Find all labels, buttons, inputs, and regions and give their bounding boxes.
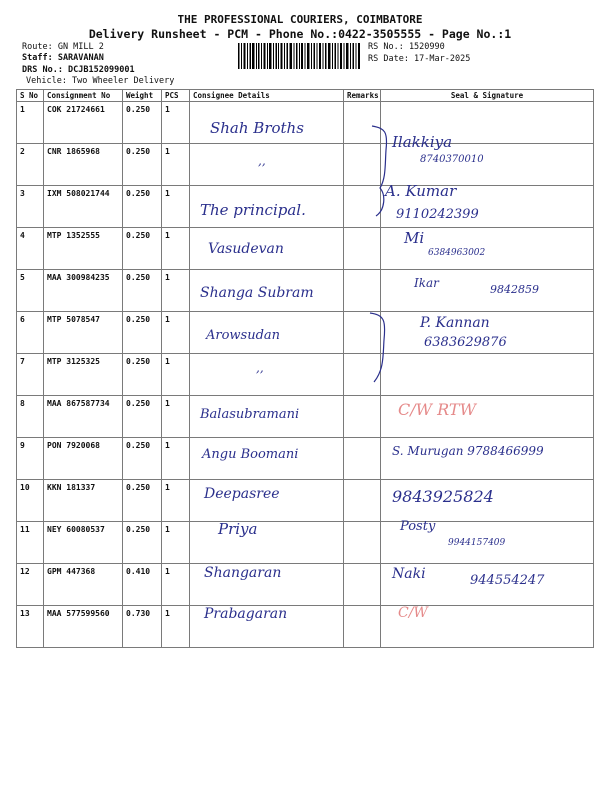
cell-consignee bbox=[190, 564, 344, 606]
cell-pcs: 1 bbox=[162, 186, 190, 228]
cell-sno: 8 bbox=[17, 396, 44, 438]
cell-remarks bbox=[344, 564, 381, 606]
hw-signature: A. Kumar bbox=[385, 182, 457, 200]
hw-consignee: ,, bbox=[258, 154, 266, 168]
cell-consignment: MTP 1352555 bbox=[44, 228, 123, 270]
rs-no-label: RS No.: 1520990 bbox=[368, 42, 445, 52]
cell-weight: 0.250 bbox=[123, 438, 162, 480]
cell-weight: 0.730 bbox=[123, 606, 162, 648]
company-title: THE PROFESSIONAL COURIERS, COIMBATORE bbox=[177, 13, 423, 26]
drs-label bbox=[22, 65, 135, 75]
hw-consignee: Shangaran bbox=[204, 565, 282, 581]
col-consignee: Consignee Details bbox=[190, 90, 344, 102]
cell-remarks bbox=[344, 186, 381, 228]
cell-consignee bbox=[190, 228, 344, 270]
cell-signature bbox=[381, 354, 594, 396]
cell-sno: 2 bbox=[17, 144, 44, 186]
route-label: Route: GN MILL 2 bbox=[22, 42, 104, 52]
cell-pcs: 1 bbox=[162, 270, 190, 312]
cell-remarks bbox=[344, 396, 381, 438]
cell-pcs: 1 bbox=[162, 438, 190, 480]
vehicle-label: Vehicle: Two Wheeler Delivery bbox=[26, 76, 175, 86]
cell-weight: 0.250 bbox=[123, 480, 162, 522]
cell-sno: 11 bbox=[17, 522, 44, 564]
hw-consignee: Shanga Subram bbox=[200, 285, 314, 301]
cell-pcs: 1 bbox=[162, 354, 190, 396]
cell-consignee bbox=[190, 186, 344, 228]
cell-signature bbox=[381, 144, 594, 186]
cell-weight: 0.410 bbox=[123, 564, 162, 606]
table-row bbox=[17, 354, 594, 396]
cell-consignment: MTP 3125325 bbox=[44, 354, 123, 396]
cell-remarks bbox=[344, 270, 381, 312]
cell-weight: 0.250 bbox=[123, 354, 162, 396]
cell-weight: 0.250 bbox=[123, 102, 162, 144]
cell-pcs: 1 bbox=[162, 144, 190, 186]
hw-remark-red: C/W bbox=[398, 605, 428, 621]
hw-consignee: Vasudevan bbox=[208, 241, 284, 257]
table-row bbox=[17, 228, 594, 270]
cell-consignee bbox=[190, 312, 344, 354]
hw-consignee: Arowsudan bbox=[206, 328, 281, 343]
hw-consignee: Deepasree bbox=[204, 486, 280, 502]
cell-remarks bbox=[344, 312, 381, 354]
table-row bbox=[17, 564, 594, 606]
cell-signature bbox=[381, 480, 594, 522]
cell-consignment: MAA 577599560 bbox=[44, 606, 123, 648]
cell-signature bbox=[381, 396, 594, 438]
cell-signature bbox=[381, 228, 594, 270]
cell-weight: 0.250 bbox=[123, 144, 162, 186]
cell-consignment: MTP 5078547 bbox=[44, 312, 123, 354]
cell-remarks bbox=[344, 228, 381, 270]
cell-consignee bbox=[190, 522, 344, 564]
hw-consignee: Angu Boomani bbox=[202, 447, 299, 462]
hw-consignee: The principal. bbox=[200, 201, 306, 219]
cell-consignee bbox=[190, 102, 344, 144]
cell-consignment: MAA 300984235 bbox=[44, 270, 123, 312]
cell-consignment: COK 21724661 bbox=[44, 102, 123, 144]
cell-signature bbox=[381, 102, 594, 144]
cell-sno: 12 bbox=[17, 564, 44, 606]
cell-pcs: 1 bbox=[162, 480, 190, 522]
hw-remark-red: C/W RTW bbox=[398, 400, 477, 419]
cell-consignee bbox=[190, 396, 344, 438]
table-row bbox=[17, 144, 594, 186]
cell-sno: 10 bbox=[17, 480, 44, 522]
cell-pcs: 1 bbox=[162, 396, 190, 438]
cell-sno: 6 bbox=[17, 312, 44, 354]
hw-consignee: ,, bbox=[256, 361, 264, 375]
rs-date-label: RS Date: 17-Mar-2025 bbox=[368, 54, 471, 64]
cell-weight: 0.250 bbox=[123, 186, 162, 228]
cell-signature bbox=[381, 564, 594, 606]
cell-weight: 0.250 bbox=[123, 270, 162, 312]
col-signature: Seal & Signature bbox=[381, 90, 594, 102]
hw-signature: P. Kannan bbox=[420, 315, 490, 331]
hw-consignee: Prabagaran bbox=[204, 606, 288, 622]
cell-pcs: 1 bbox=[162, 606, 190, 648]
cell-pcs: 1 bbox=[162, 228, 190, 270]
staff-value: Staff: SARAVANAN bbox=[22, 53, 104, 63]
cell-consignee bbox=[190, 438, 344, 480]
table-header-row bbox=[17, 90, 594, 102]
hw-signature: 9842859 bbox=[490, 283, 539, 296]
cell-pcs: 1 bbox=[162, 102, 190, 144]
table-row bbox=[17, 186, 594, 228]
hw-signature: Posty bbox=[400, 519, 436, 534]
cell-weight: 0.250 bbox=[123, 312, 162, 354]
cell-remarks bbox=[344, 354, 381, 396]
hw-signature: Ikar bbox=[414, 276, 439, 290]
hw-signature: 944554247 bbox=[470, 573, 545, 588]
hw-signature: 8740370010 bbox=[420, 154, 484, 165]
cell-remarks bbox=[344, 438, 381, 480]
hw-signature: S. Murugan 9788466999 bbox=[392, 444, 544, 458]
hw-signature: 6383629876 bbox=[424, 335, 507, 350]
cell-consignee bbox=[190, 354, 344, 396]
cell-consignment: NEY 60080537 bbox=[44, 522, 123, 564]
runsheet-subtitle: Delivery Runsheet - PCM - Phone No.:0422-3505555 - Page No.:1 bbox=[88, 27, 512, 41]
cell-consignee bbox=[190, 606, 344, 648]
hw-signature: Ilakkiya bbox=[392, 133, 453, 151]
cell-consignment: MAA 867587734 bbox=[44, 396, 123, 438]
table-row bbox=[17, 396, 594, 438]
hw-consignee: Balasubramani bbox=[200, 407, 300, 422]
cell-remarks bbox=[344, 522, 381, 564]
hw-signature: 9843925824 bbox=[392, 487, 494, 506]
cell-remarks bbox=[344, 102, 381, 144]
hw-signature: Naki bbox=[392, 566, 426, 582]
cell-remarks bbox=[344, 144, 381, 186]
hw-signature: 9944157409 bbox=[448, 538, 506, 548]
hw-signature: 9110242399 bbox=[396, 207, 479, 222]
cell-consignment: KKN 181337 bbox=[44, 480, 123, 522]
drs-value: DRS No.: DCJB152099001 bbox=[22, 65, 135, 75]
col-remarks: Remarks bbox=[344, 90, 381, 102]
cell-weight: 0.250 bbox=[123, 228, 162, 270]
cell-signature bbox=[381, 522, 594, 564]
cell-sno: 3 bbox=[17, 186, 44, 228]
cell-pcs: 1 bbox=[162, 522, 190, 564]
cell-signature bbox=[381, 606, 594, 648]
cell-consignee bbox=[190, 480, 344, 522]
hw-signature: 6384963002 bbox=[428, 248, 486, 258]
cell-signature bbox=[381, 312, 594, 354]
cell-pcs: 1 bbox=[162, 312, 190, 354]
cell-consignment: PON 7920068 bbox=[44, 438, 123, 480]
cell-sno: 13 bbox=[17, 606, 44, 648]
cell-sno: 4 bbox=[17, 228, 44, 270]
cell-sno: 5 bbox=[17, 270, 44, 312]
table-row bbox=[17, 522, 594, 564]
col-consignment: Consignment No bbox=[44, 90, 123, 102]
cell-remarks bbox=[344, 606, 381, 648]
col-sno: S No bbox=[17, 90, 44, 102]
cell-sno: 7 bbox=[17, 354, 44, 396]
table-row bbox=[17, 480, 594, 522]
table-row bbox=[17, 270, 594, 312]
cell-weight: 0.250 bbox=[123, 396, 162, 438]
cell-consignee bbox=[190, 270, 344, 312]
barcode-icon bbox=[238, 43, 360, 69]
cell-consignment: IXM 508021744 bbox=[44, 186, 123, 228]
cell-signature bbox=[381, 438, 594, 480]
cell-consignment: GPM 447368 bbox=[44, 564, 123, 606]
cell-signature bbox=[381, 186, 594, 228]
cell-consignment: CNR 1865968 bbox=[44, 144, 123, 186]
table-row bbox=[17, 312, 594, 354]
cell-remarks bbox=[344, 480, 381, 522]
hw-consignee: Priya bbox=[218, 520, 258, 538]
staff-label bbox=[22, 53, 104, 63]
table-row bbox=[17, 102, 594, 144]
cell-pcs: 1 bbox=[162, 564, 190, 606]
cell-signature bbox=[381, 270, 594, 312]
cell-weight: 0.250 bbox=[123, 522, 162, 564]
runsheet-table bbox=[16, 89, 594, 648]
table-row bbox=[17, 606, 594, 648]
cell-consignee bbox=[190, 144, 344, 186]
col-weight: Weight bbox=[123, 90, 162, 102]
cell-sno: 9 bbox=[17, 438, 44, 480]
cell-sno: 1 bbox=[17, 102, 44, 144]
col-pcs: PCS bbox=[162, 90, 190, 102]
table-row bbox=[17, 438, 594, 480]
hw-signature: Mi bbox=[404, 229, 425, 247]
hw-consignee: Shah Broths bbox=[210, 119, 304, 137]
